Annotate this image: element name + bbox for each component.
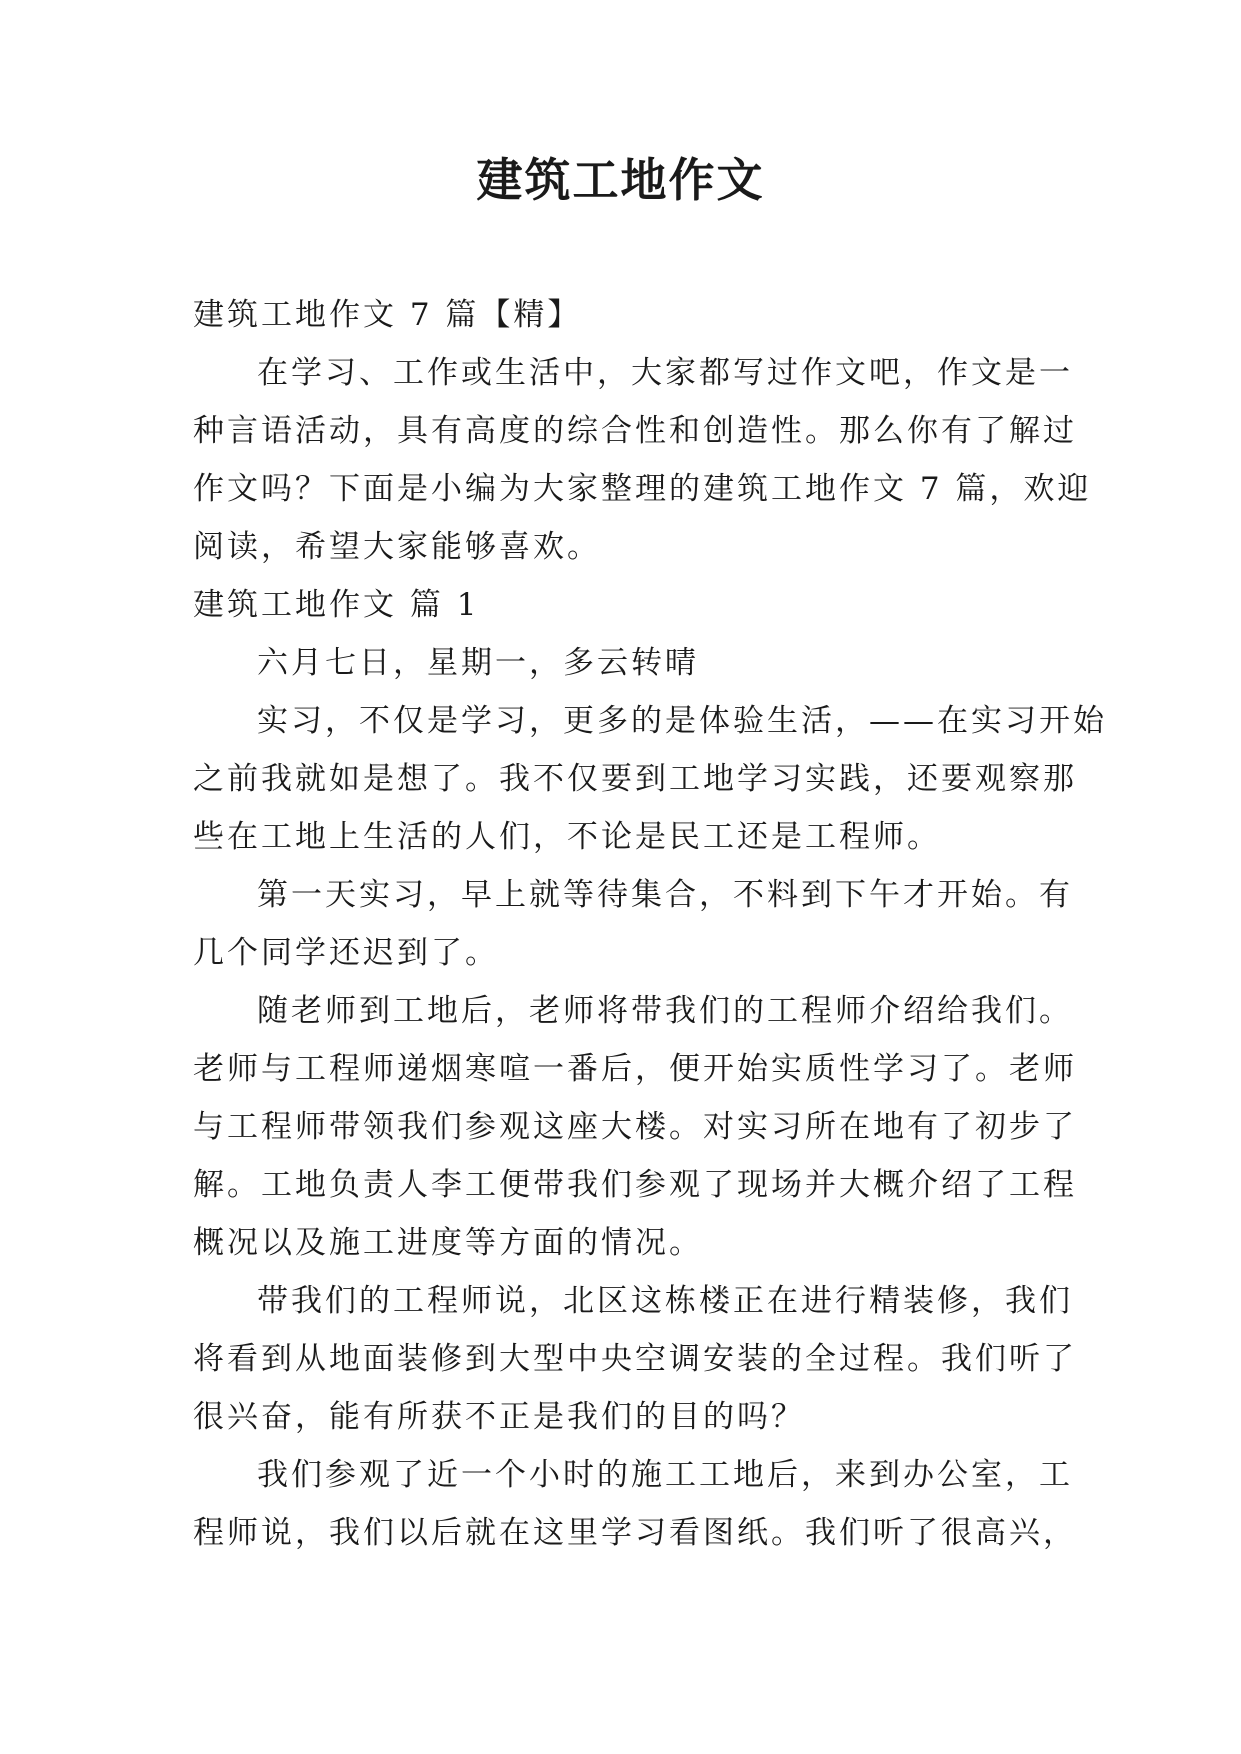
section-heading: 建筑工地作文 篇 1 [193,587,480,623]
document-title: 建筑工地作文 [476,153,765,207]
paragraph-line: 老师与工程师递烟寒喧一番后，便开始实质性学习了。老师 [193,1051,1077,1087]
paragraph-line: 六月七日，星期一，多云转晴 [257,645,699,681]
subtitle-line: 建筑工地作文 7 篇【精】 [193,297,582,333]
paragraph-line: 带我们的工程师说，北区这栋楼正在进行精装修，我们 [257,1283,1073,1319]
paragraph-line: 之前我就如是想了。我不仅要到工地学习实践，还要观察那 [193,761,1077,797]
paragraph-line: 概况以及施工进度等方面的情况。 [193,1225,703,1261]
paragraph-line: 作文吗？下面是小编为大家整理的建筑工地作文 7 篇，欢迎 [193,471,1092,507]
paragraph-line: 与工程师带领我们参观这座大楼。对实习所在地有了初步了 [193,1109,1077,1145]
document-body [193,286,1107,1562]
paragraph-line: 我们参观了近一个小时的施工工地后，来到办公室，工 [257,1457,1073,1493]
paragraph-line: 在学习、工作或生活中，大家都写过作文吧，作文是一 [257,355,1073,391]
paragraph-line: 随老师到工地后，老师将带我们的工程师介绍给我们。 [257,993,1073,1029]
paragraph-line: 第一天实习，早上就等待集合，不料到下午才开始。有 [257,877,1073,913]
paragraph-line: 程师说，我们以后就在这里学习看图纸。我们听了很高兴， [193,1515,1077,1551]
paragraph-line: 阅读，希望大家能够喜欢。 [193,529,601,565]
paragraph-line: 种言语活动，具有高度的综合性和创造性。那么你有了解过 [193,413,1077,449]
paragraph-line: 几个同学还迟到了。 [193,935,499,971]
paragraph-line: 解。工地负责人李工便带我们参观了现场并大概介绍了工程 [193,1167,1077,1203]
paragraph-line: 很兴奋，能有所获不正是我们的目的吗？ [193,1399,805,1435]
paragraph-line: 将看到从地面装修到大型中央空调安装的全过程。我们听了 [193,1341,1077,1377]
paragraph-line: 些在工地上生活的人们，不论是民工还是工程师。 [193,819,941,855]
paragraph-line: 实习，不仅是学习，更多的是体验生活，——在实习开始 [257,703,1107,739]
